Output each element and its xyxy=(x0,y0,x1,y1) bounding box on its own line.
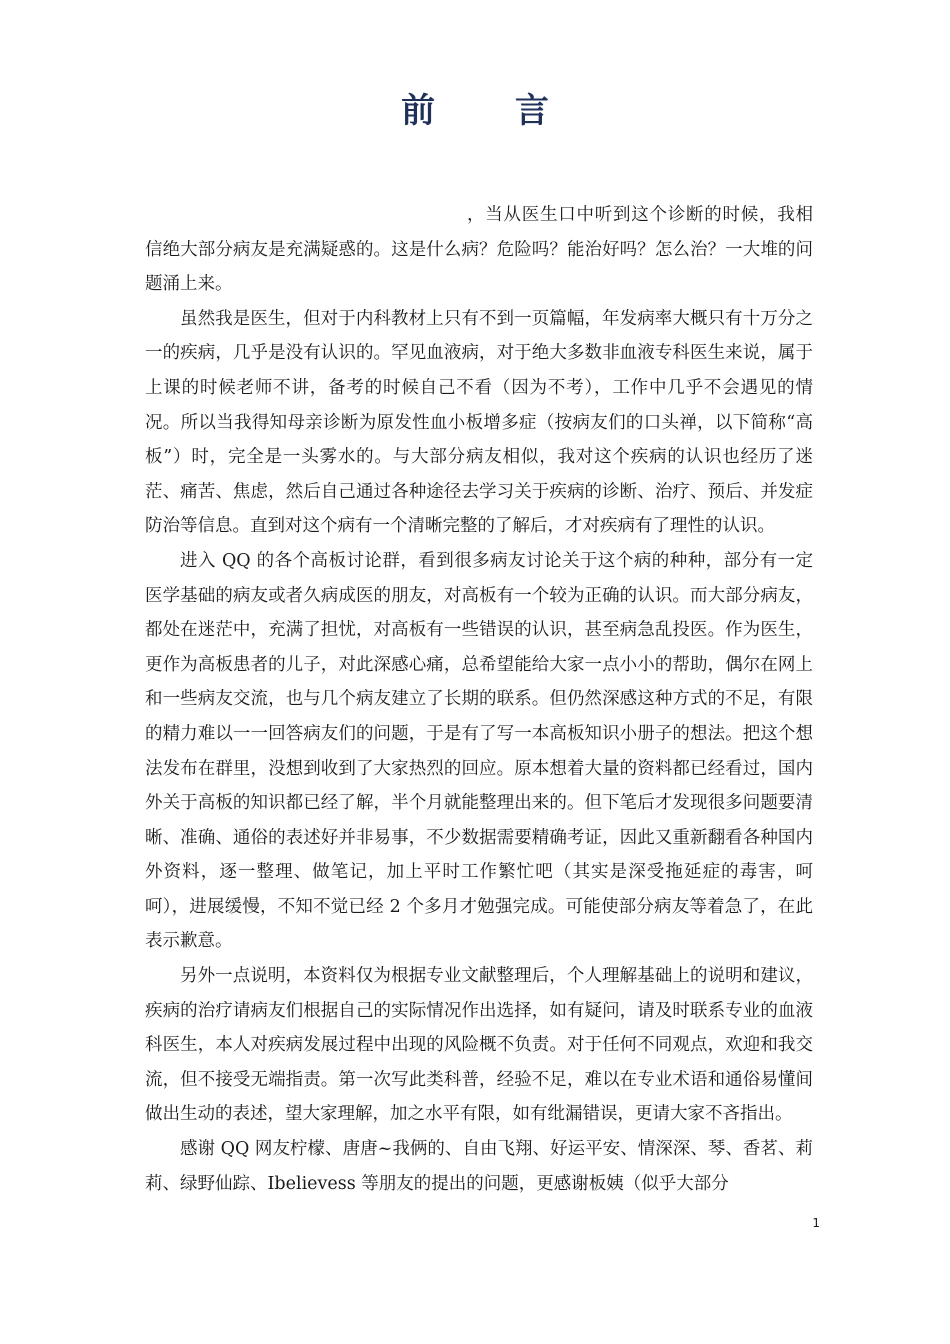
paragraph-2: 虽然我是医生，但对于内科教材上只有不到一页篇幅，年发病率大概只有十万分之一的疾病，几乎是没有认识的。罕见血液病，对于绝大多数非血液专科医生来说，属于上课的时候老师不讲，备考的时候自己不看（因为不考），工作中几乎不会遇见的情况。所以当我得知母亲诊断为原发性血小板增多症（按病友们的口头禅，以下简称“高板”）时，完全是一头雾水的。与大部分病友相似，我对这个疾病的认识也经历了迷茫、痛苦、焦虑，然后自己通过各种途径去学习关于疾病的诊断、治疗、预后、并发症防治等信息。直到对这个病有一个清晰完整的了解后，才对疾病有了理性的认识。 xyxy=(145,308,813,537)
page-title: 前 言 xyxy=(401,91,583,131)
paragraph-1: ，当从医生口中听到这个诊断的时候，我相信绝大部分病友是充满疑惑的。这是什么病？危险吗？能治好吗？怎么治？一大堆的问题涌上来。 xyxy=(145,205,813,295)
paragraph-5: 感谢 QQ 网友柠檬、唐唐~我俩的、自由飞翔、好运平安、情深深、琴、香茗、莉莉、绿野仙踪、Ibelievess 等朋友的提出的问题，更感谢板姨（似乎大部分 xyxy=(145,1139,813,1194)
page-number: 1 xyxy=(812,1216,820,1230)
body-text xyxy=(145,198,813,1201)
paragraph-3: 进入 QQ 的各个高板讨论群，看到很多病友讨论关于这个病的种种，部分有一定医学基础的病友或者久病成医的朋友，对高板有一个较为正确的认识。而大部分病友，都处在迷茫中，充满了担忧，对高板有一些错误的认识，甚至病急乱投医。作为医生，更作为高板患者的儿子，对此深感心痛，总希望能给大家一点小小的帮助，偶尔在网上和一些病友交流，也与几个病友建立了长期的联系。但仍然深感这种方式的不足，有限的精力难以一一回答病友们的问题，于是有了写一本高板知识小册子的想法。把这个想法发布在群里，没想到收到了大家热烈的回应。原本想着大量的资料都已经看过，国内外关于高板的知识都已经了解，半个月就能整理出来的。但下笔后才发现很多问题要清晰、准确、通俗的表述好并非易事，不少数据需要精确考证，因此又重新翻看各种国内外资料，逐一整理、做笔记，加上平时工作繁忙吧（其实是深受拖延症的毒害，呵呵），进展缓慢，不知不觉已经 2 个多月才勉强完成。可能使部分病友等着急了，在此表示歉意。 xyxy=(145,550,813,952)
paragraph-4: 另外一点说明，本资料仅为根据专业文献整理后，个人理解基础上的说明和建议，疾病的治疗请病友们根据自己的实际情况作出选择，如有疑问，请及时联系专业的血液科医生，本人对疾病发展过程中出现的风险概不负责。对于任何不同观点，欢迎和我交流，但不接受无端指责。第一次写此类科普，经验不足，难以在专业术语和通俗易懂间做出生动的表述，望大家理解，加之水平有限，如有纰漏错误，更请大家不吝指出。 xyxy=(145,966,813,1125)
